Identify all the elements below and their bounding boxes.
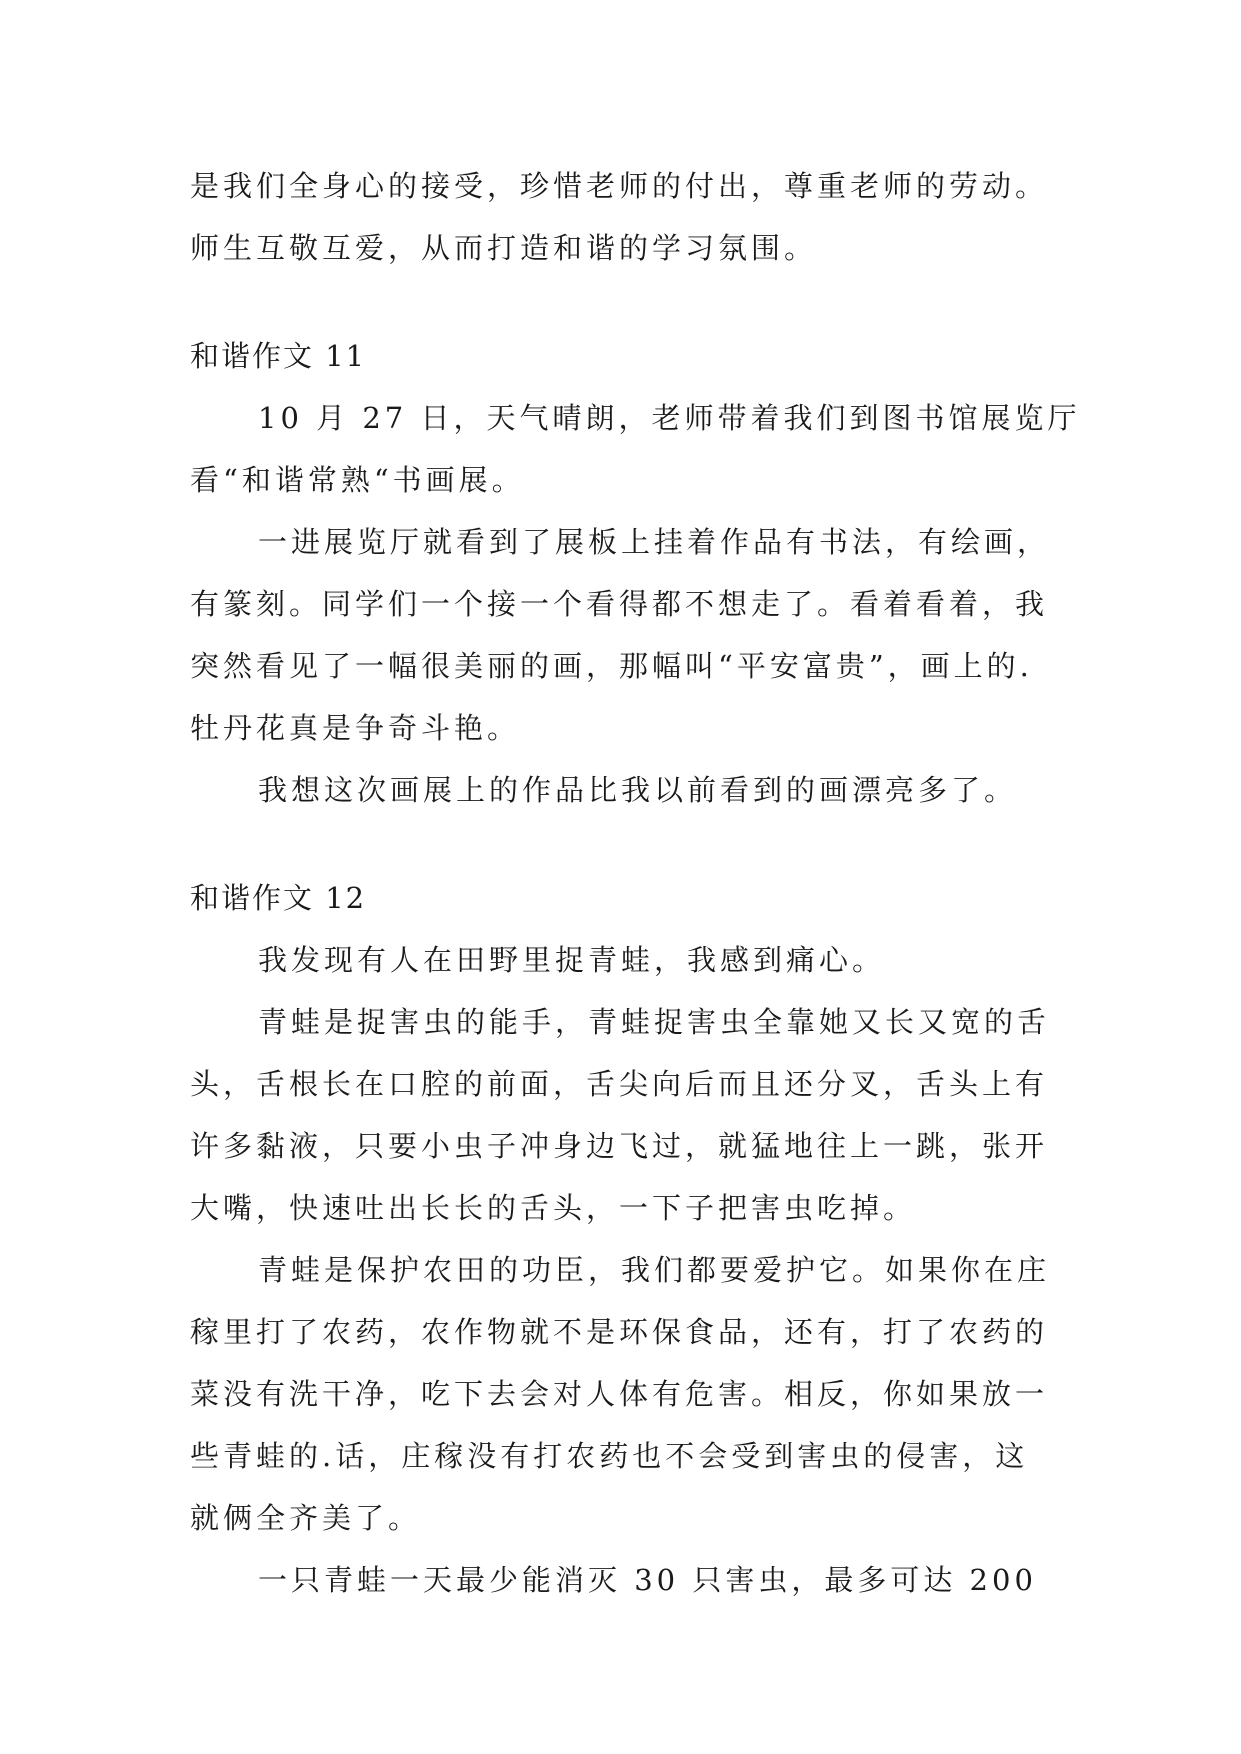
text-line: 青蛙是保护农田的功臣，我们都要爱护它。如果你在庄: [258, 1253, 1051, 1287]
paragraph: [190, 1549, 1060, 1611]
text-line: 稼里打了农药，农作物就不是环保食品，还有，打了农药的: [190, 1315, 1049, 1349]
section-title-12: 和谐作文 12: [190, 881, 367, 915]
text-line: 头，舌根长在口腔的前面，舌尖向后而且还分叉，舌头上有: [190, 1067, 1049, 1101]
text-line: 菜没有洗干净，吃下去会对人体有危害。相反，你如果放一: [190, 1377, 1049, 1411]
paragraph: [190, 1239, 1060, 1549]
text-line: 些青蛙的.话，庄稼没有打农药也不会受到害虫的侵害，这: [190, 1439, 1029, 1473]
text-line: 有篆刻。同学们一个接一个看得都不想走了。看着看着，我: [190, 587, 1049, 621]
text-line: 大嘴，快速吐出长长的舌头，一下子把害虫吃掉。: [190, 1191, 917, 1225]
text-line: 许多黏液，只要小虫子冲身边飞过，就猛地往上一跳，张开: [190, 1129, 1049, 1163]
text-line: 青蛙是捉害虫的能手，青蛙捉害虫全靠她又长又宽的舌: [258, 1005, 1051, 1039]
text-line: 是我们全身心的接受，珍惜老师的付出，尊重老师的劳动。: [190, 169, 1049, 203]
section-gap: [190, 821, 1060, 867]
text-line: 我发现有人在田野里捉青蛙，我感到痛心。: [258, 943, 886, 977]
text-line: 一进展览厅就看到了展板上挂着作品有书法，有绘画，: [258, 525, 1051, 559]
text-line: 就俩全齐美了。: [190, 1501, 422, 1535]
paragraph: [190, 929, 1060, 991]
document-body: [190, 155, 1081, 1611]
text-line: 10 月 27 日，天气晴朗，老师带着我们到图书馆展览厅: [258, 401, 1081, 435]
text-line: 我想这次画展上的作品比我以前看到的画漂亮多了。: [258, 773, 1018, 807]
paragraph: [190, 511, 1060, 759]
paragraph-continued: [190, 155, 1060, 279]
section-title-11: 和谐作文 11: [190, 339, 367, 373]
paragraph: [190, 991, 1060, 1239]
text-line: 看“和谐常熟“书画展。: [190, 463, 525, 497]
text-line: 突然看见了一幅很美丽的画，那幅叫“平安富贵”，画上的.: [190, 649, 1033, 683]
section-gap: [190, 279, 1060, 325]
paragraph: [190, 387, 1081, 511]
paragraph: [190, 759, 1060, 821]
text-line: 一只青蛙一天最少能消灭 30 只害虫，最多可达 200: [258, 1563, 1037, 1597]
text-line: 牡丹花真是争奇斗艳。: [190, 711, 521, 745]
text-line: 师生互敬互爱，从而打造和谐的学习氛围。: [190, 231, 818, 265]
